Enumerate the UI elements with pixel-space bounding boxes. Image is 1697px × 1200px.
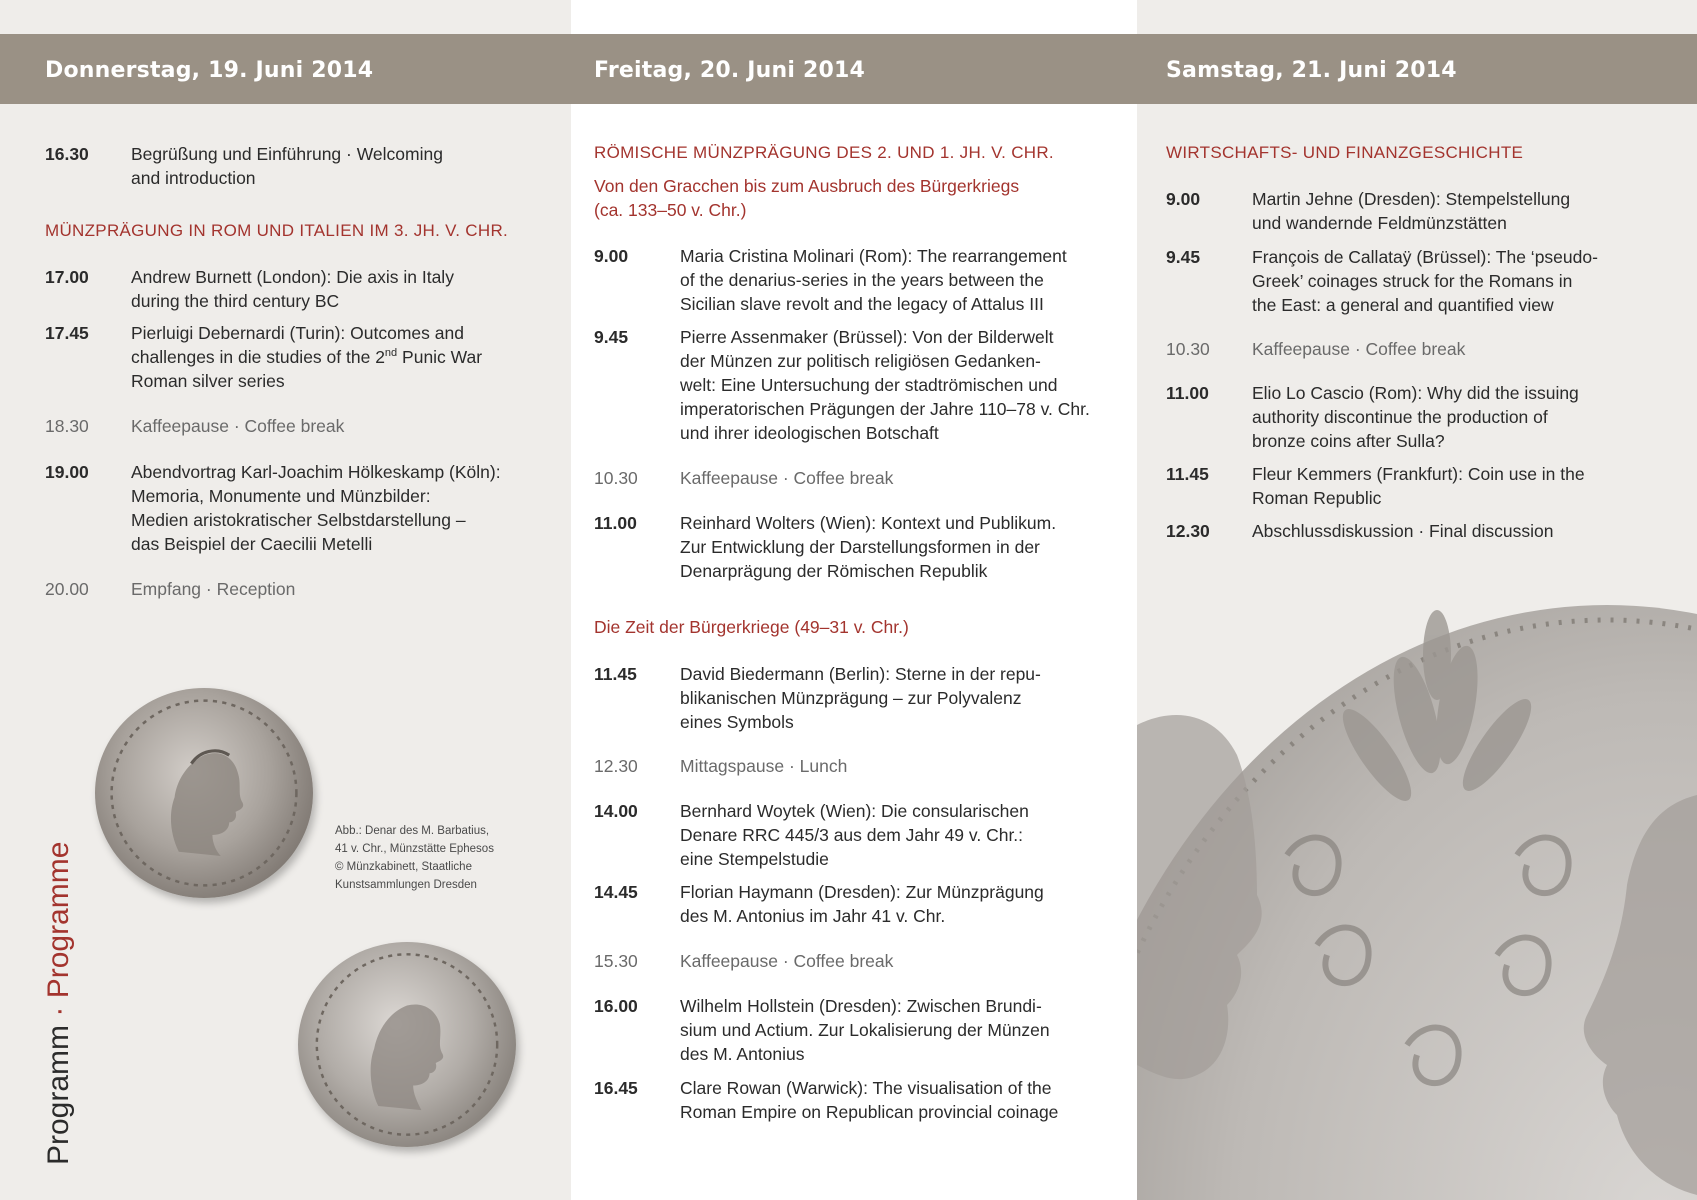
item-time: 18.30 — [45, 416, 89, 436]
item-time: 9.45 — [1166, 247, 1201, 267]
item-time: 16.45 — [594, 1078, 638, 1098]
item-text: Mittagspause · Lunch — [680, 756, 848, 776]
item-time: 19.00 — [45, 462, 89, 482]
item-time: 11.00 — [594, 513, 637, 533]
item-text: Elio Lo Cascio (Rom): Why did the issuing authority discontinue the production of bronze coins after Sulla? — [1252, 383, 1579, 451]
item-time: 11.45 — [594, 664, 637, 684]
item-text: Pierluigi Debernardi (Turin): Outcomes and challenges in die studies of the 2nd Punic War Roman silver series — [131, 323, 483, 391]
item-text: Begrüßung und Einführung · Welcoming and introduction — [131, 144, 443, 188]
item-time: 10.30 — [1166, 339, 1210, 359]
coin-image-octavian — [298, 942, 516, 1147]
item-time: 9.45 — [594, 327, 629, 347]
item-time: 12.30 — [594, 756, 638, 776]
section-title: WIRTSCHAFTS- UND FINANZGESCHICHTE — [1166, 143, 1524, 162]
item-time: 9.00 — [594, 246, 629, 266]
item-time: 15.30 — [594, 951, 638, 971]
item-text: Martin Jehne (Dresden): Stempelstellung und wandernde Feldmünzstätten — [1252, 189, 1571, 233]
item-time: 12.30 — [1166, 521, 1210, 541]
item-text: Empfang · Reception — [131, 579, 296, 599]
item-time: 16.30 — [45, 144, 89, 164]
item-time: 11.00 — [1166, 383, 1209, 403]
item-time: 11.45 — [1166, 464, 1209, 484]
janus-coin-image — [1137, 595, 1697, 1200]
item-text: Kaffeepause · Coffee break — [1252, 339, 1466, 359]
subsection-title: Die Zeit der Bürgerkriege (49–31 v. Chr.) — [594, 617, 909, 637]
item-text: Reinhard Wolters (Wien): Kontext und Publikum. Zur Entwicklung der Darstellungsformen in der Denarprägung der Römischen Republik — [680, 513, 1057, 581]
item-text: Kaffeepause · Coffee break — [680, 468, 894, 488]
item-time: 16.00 — [594, 996, 638, 1016]
item-text: Abendvortrag Karl-Joachim Hölkeskamp (Köln): Memoria, Monumente und Münzbilder: Medien aristokratischer Selbstdarstellung – das Beispiel der Caecilii Metelli — [131, 462, 501, 554]
item-time: 17.00 — [45, 267, 89, 287]
item-text: Kaffeepause · Coffee break — [131, 416, 345, 436]
image-caption: Abb.: Denar des M. Barbatius, 41 v. Chr., Münzstätte Ephesos © Münzkabinett, Staatliche Kunstsammlungen Dresden — [335, 825, 494, 891]
item-text: Fleur Kemmers (Frankfurt): Coin use in the Roman Republic — [1252, 464, 1585, 508]
item-time: 14.00 — [594, 801, 638, 821]
item-text: Florian Haymann (Dresden): Zur Münzprägung des M. Antonius im Jahr 41 v. Chr. — [680, 882, 1044, 926]
item-time: 17.45 — [45, 323, 89, 343]
item-text: Kaffeepause · Coffee break — [680, 951, 894, 971]
day-title-saturday: Samstag, 21. Juni 2014 — [1166, 58, 1457, 83]
item-text: Wilhelm Hollstein (Dresden): Zwischen Brundi- sium und Actium. Zur Lokalisierung der Münzen des M. Antonius — [680, 996, 1050, 1064]
item-text: Clare Rowan (Warwick): The visualisation of the Roman Empire on Republican provincial coinage — [680, 1078, 1059, 1122]
item-time: 10.30 — [594, 468, 638, 488]
vertical-page-title: Programm · Programme — [42, 841, 75, 1165]
section-title: MÜNZPRÄGUNG IN ROM UND ITALIEN IM 3. JH. V. CHR. — [45, 221, 509, 240]
item-text: Maria Cristina Molinari (Rom): The rearrangement of the denarius-series in the years between the Sicilian slave revolt and the legacy of Attalus III — [680, 246, 1067, 314]
item-time: 20.00 — [45, 579, 89, 599]
column-friday — [571, 0, 1137, 1200]
item-text: François de Callataÿ (Brüssel): The ‘pseudo- Greek’ coinages struck for the Romans in the East: a general and quantified view — [1252, 247, 1598, 315]
item-text: David Biedermann (Berlin): Sterne in der repu- blikanischen Münzprägung – zur Polyvalenz eines Symbols — [680, 664, 1041, 732]
section-title: RÖMISCHE MÜNZPRÄGUNG DES 2. UND 1. JH. V. CHR. — [594, 143, 1054, 162]
item-time: 14.45 — [594, 882, 638, 902]
item-text: Pierre Assenmaker (Brüssel): Von der Bilderwelt der Münzen zur politisch religiösen Gedanken- welt: Eine Untersuchung der stadtrömischen und imperatorischen Prägungen der Jahre 110–78 v. Chr. und ihrer ideologischen Botschaft — [680, 327, 1090, 443]
column-thursday — [0, 0, 571, 1200]
item-time: 9.00 — [1166, 189, 1201, 209]
item-text: Bernhard Woytek (Wien): Die consularischen Denare RRC 445/3 aus dem Jahr 49 v. Chr.: eine Stempelstudie — [680, 801, 1029, 869]
item-text: Abschlussdiskussion · Final discussion — [1252, 521, 1554, 541]
subsection-title: Von den Gracchen bis zum Ausbruch des Bürgerkriegs (ca. 133–50 v. Chr.) — [594, 176, 1020, 220]
day-title-friday: Freitag, 20. Juni 2014 — [594, 58, 866, 83]
day-title-thursday: Donnerstag, 19. Juni 2014 — [45, 58, 374, 83]
coin-image-antony — [95, 688, 313, 898]
item-text: Andrew Burnett (London): Die axis in Italy during the third century BC — [131, 267, 454, 311]
